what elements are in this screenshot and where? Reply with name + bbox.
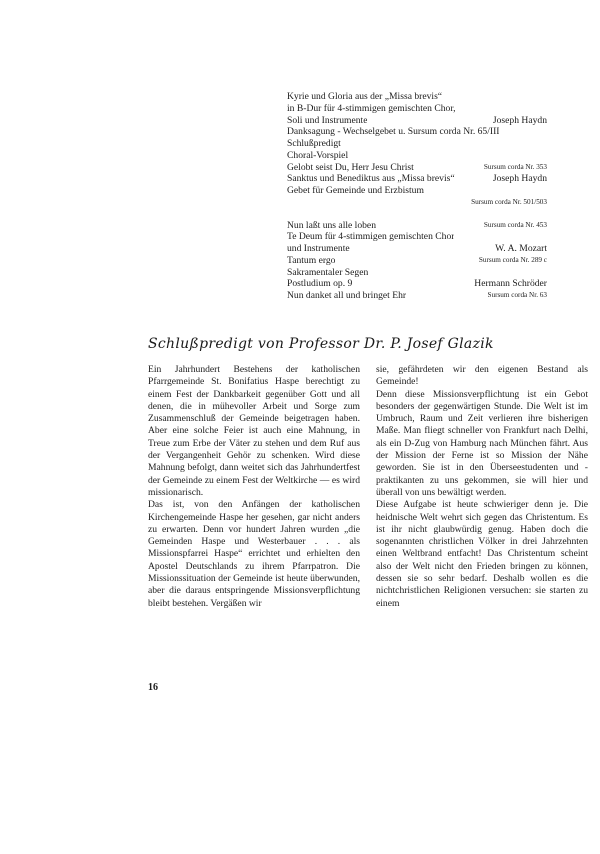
sermon-heading: Schlußpredigt von Professor Dr. P. Josef Glazik — [148, 336, 494, 352]
program-item-title: Nun danket all und bringet Ehr — [287, 290, 407, 301]
program-line — [287, 267, 547, 279]
program-line — [287, 231, 547, 243]
paragraph: Ein Jahrhundert Bestehens der katholischen Pfarrgemeinde St. Bonifatius Haspe berechtigt zu einem Fest der Dankbarkeit gegenüber Gott und all denen, die in mühevoller Arbeit und Sorge zum Zusammenschluß der Gemeinde beigetragen haben. Aber eine solche Feier ist auch eine Mahnung, in Treue zum Erbe der Väter zu stehen und dem Ruf aus der Vergangenheit Gehör zu schenken. Wird diese Mahnung befolgt, dann weitet sich das Jahrhundertfest der Gemeinde zu einem Fest der Weltkirche — es wird missionarisch. — [148, 364, 360, 498]
program-item-title: Danksagung - Wechselgebet u. Sursum corda Nr. 65/III — [287, 126, 500, 138]
hymnal-reference: Sursum corda Nr. 63 — [487, 291, 547, 299]
program-line — [287, 220, 547, 232]
program-item-title: Te Deum für 4-stimmigen gemischten Chor — [287, 231, 455, 243]
text-column-left — [148, 364, 360, 610]
composer-name: W. A. Mozart — [495, 243, 547, 254]
program-line — [287, 197, 547, 209]
program-item-title: Sakramentaler Segen — [287, 266, 369, 278]
program-item-title: Kyrie und Gloria aus der „Missa brevis“ — [287, 91, 443, 102]
hymnal-reference: Sursum corda Nr. 353 — [483, 162, 547, 171]
program-line — [287, 278, 547, 290]
composer-name: Joseph Haydn — [492, 173, 547, 185]
program-line — [287, 185, 547, 197]
program-line — [287, 126, 547, 138]
program-gap — [287, 209, 547, 220]
program-item-title: und Instrumente — [287, 243, 350, 254]
composer-name: Joseph Haydn — [492, 114, 547, 126]
program-item-title: Sanktus und Benediktus aus „Missa brevis“ — [287, 173, 455, 185]
program-block-1 — [287, 91, 547, 209]
program-line — [287, 91, 547, 103]
program-line — [287, 255, 547, 267]
program-line — [287, 290, 547, 302]
paragraph: sie, gefährdeten wir den eigenen Bestand als Gemeinde! — [376, 364, 588, 388]
program-item-title: Postludium op. 9 — [287, 278, 353, 290]
program-item-title: Gebet für Gemeinde und Erzbistum — [287, 185, 424, 196]
program-line — [287, 115, 547, 127]
program-line — [287, 173, 547, 185]
paragraph: Denn diese Missionsverpflichtung ist ein Gebot besonders der gegenwärtigen Stunde. Die Welt ist im Umbruch, Raum und Zeit verlieren ihre bisherigen Maße. Man fliegt schneller von Frankfurt nach Delhi, als ein D-Zug von Hamburg nach München fährt. Aus der Mission der Ferne ist so Mission der Nähe geworden. Sie ist in den Überseestudenten und -praktikanten zu uns gekommen, sie will hier und überall von uns bewältigt werden. — [376, 388, 588, 498]
page-number: 16 — [148, 682, 158, 693]
program-block-2 — [287, 220, 547, 302]
program-line — [287, 138, 547, 150]
hymnal-reference: Sursum corda Nr. 453 — [483, 220, 547, 229]
program-line — [287, 103, 547, 115]
hymnal-reference: Sursum corda Nr. 289 c — [478, 255, 547, 264]
program-item-title: Soli und Instrumente — [287, 114, 368, 126]
composer-name: Hermann Schröder — [474, 278, 547, 290]
text-column-right — [376, 364, 588, 610]
program-line — [287, 243, 547, 255]
service-program — [287, 91, 547, 302]
program-line — [287, 162, 547, 174]
program-item-title: Gelobt seist Du, Herr Jesu Christ — [287, 161, 414, 173]
program-item-title: Choral-Vorspiel — [287, 149, 349, 161]
program-item-title: in B-Dur für 4-stimmigen gemischten Chor, — [287, 102, 456, 114]
program-line — [287, 150, 547, 162]
program-item-title: Schlußpredigt — [287, 138, 341, 149]
hymnal-reference: Sursum corda Nr. 501/503 — [471, 197, 547, 206]
program-item-title: Tantum ergo — [287, 254, 336, 266]
program-item-title: Nun laßt uns alle loben — [287, 219, 376, 231]
paragraph: Das ist, von den Anfängen der katholischen Kirchengemeinde Haspe her gesehen, gar nicht anders zu erwarten. Denn vor hundert Jahren wurden „die Gemeinden Haspe und Westerbauer . . . als Missionspfarrei Haspe“ errichtet und erhielten den Apostel Deutschlands zu ihrem Pfarrpatron. Die Missionssituation der Gemeinde ist heute überwunden, aber die daraus entspringende Missionsverpflichtung bleibt bestehen. Vergäßen wir — [148, 499, 360, 609]
paragraph: Diese Aufgabe ist heute schwieriger denn je. Die heidnische Welt wehrt sich gegen das Christentum. Es ist ihr nicht glaubwürdig genug. Haben doch die sogenannten christlichen Völker in drei Jahrzehnten einen Weltbrand entfacht! Das Christentum scheint also der Welt nicht den Frieden bringen zu können, dessen sie so sehr bedarf. Deshalb wollen es die nichtchristlichen Religionen versuchen: sie starten zu einem — [376, 499, 588, 609]
